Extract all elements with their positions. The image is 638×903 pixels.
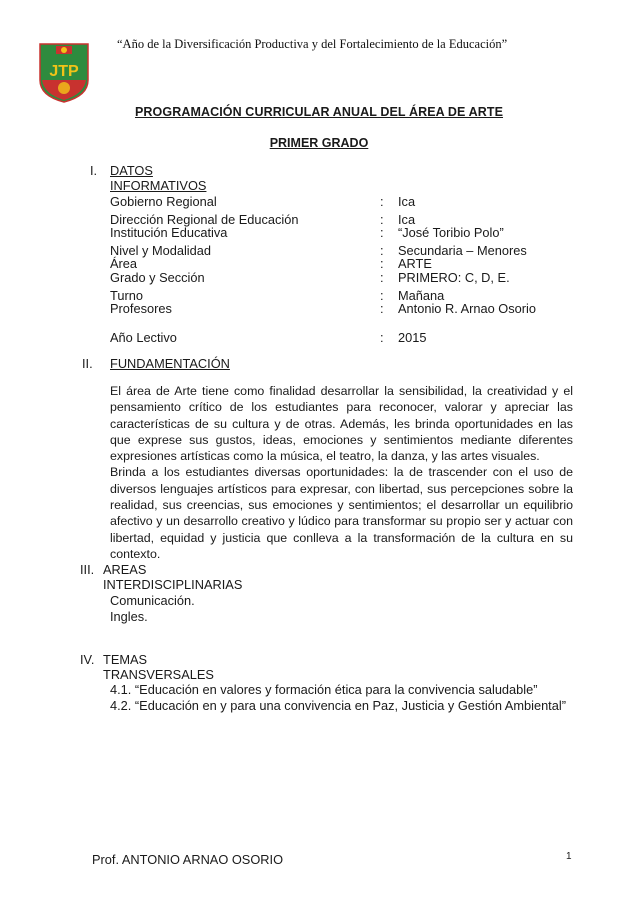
datos-row xyxy=(110,270,590,286)
datos-row xyxy=(110,194,590,210)
datos-value: Secundaria – Menores xyxy=(398,243,527,258)
section-label: TEMAS TRANSVERSALES xyxy=(103,652,214,682)
area-item: Ingles. xyxy=(110,609,148,624)
datos-key: Nivel y Modalidad xyxy=(110,243,212,258)
page-number: 1 xyxy=(566,851,572,862)
datos-key: Grado y Sección xyxy=(110,270,205,285)
area-item: Comunicación. xyxy=(110,593,195,608)
section-label: FUNDAMENTACIÓN xyxy=(110,356,230,371)
datos-key: Año Lectivo xyxy=(110,330,177,345)
datos-sep: : xyxy=(380,301,384,316)
fundamentacion-text xyxy=(110,383,573,562)
datos-sep: : xyxy=(380,288,384,303)
datos-row xyxy=(110,225,590,241)
datos-key: Dirección Regional de Educación xyxy=(110,212,299,227)
section-number: I. xyxy=(90,163,98,178)
document-title: PROGRAMACIÓN CURRICULAR ANUAL DEL ÁREA DE ARTE xyxy=(134,105,504,119)
fundamentacion-paragraph: El área de Arte tiene como finalidad desarrollar la sensibilidad, la creatividad y el pensamiento crítico de los estudiantes para reconocer, valorar y apreciar las características de su cultura y de otras. Además, les brinda oportunidades en las que exprese sus gustos, ideas, emociones y sentimientos mediante diferentes expresiones artísticas como la música, el teatro, la danza, y las artes visuales. xyxy=(110,384,573,464)
datos-key: Gobierno Regional xyxy=(110,194,217,209)
datos-key: Institución Educativa xyxy=(110,225,228,240)
datos-key: Área xyxy=(110,256,138,271)
datos-row xyxy=(110,301,590,317)
school-logo xyxy=(36,40,92,104)
datos-value: Antonio R. Arnao Osorio xyxy=(398,301,536,316)
datos-value: Ica xyxy=(398,212,416,227)
datos-sep: : xyxy=(380,270,384,285)
datos-sep: : xyxy=(380,212,384,227)
section-label: AREAS INTERDISCIPLINARIAS xyxy=(103,562,243,592)
datos-value: 2015 xyxy=(398,330,427,345)
section-number: II. xyxy=(82,356,93,371)
datos-sep: : xyxy=(380,256,384,271)
datos-value: PRIMERO: C, D, E. xyxy=(398,270,510,285)
datos-value: Mañana xyxy=(398,288,445,303)
datos-value: ARTE xyxy=(398,256,432,271)
document-subtitle: PRIMER GRADO xyxy=(269,136,369,150)
document-header-motto: “Año de la Diversificación Productiva y del Fortalecimiento de la Educación” xyxy=(117,37,508,51)
datos-sep: : xyxy=(380,330,384,345)
datos-key: Profesores xyxy=(110,301,172,316)
datos-value: “José Toribio Polo” xyxy=(398,225,504,240)
datos-sep: : xyxy=(380,194,384,209)
datos-sep: : xyxy=(380,225,384,240)
datos-key: Turno xyxy=(110,288,143,303)
logo-lettering: JTP xyxy=(49,63,79,80)
section-label: DATOS INFORMATIVOS xyxy=(110,163,207,193)
datos-sep: : xyxy=(380,243,384,258)
datos-row xyxy=(110,330,590,346)
section-number: IV. xyxy=(80,652,95,667)
tema-item: 4.2. “Educación en y para una convivencia en Paz, Justicia y Gestión Ambiental” xyxy=(110,698,566,713)
footer-author: Prof. ANTONIO ARNAO OSORIO xyxy=(92,852,284,867)
section-number: III. xyxy=(80,562,95,577)
fundamentacion-paragraph: Brinda a los estudiantes diversas oportunidades: la de trascender con el uso de diversos lenguajes artísticos para expresar, con libertad, sus percepciones sobre la realidad, sus creencias, sus emociones y sentimientos; el desarrollar un equilibrio afectivo y un desarrollo creativo y lúdico para transformar su propio ser y actuar con libertad, equidad y justicia que conlleva a la transformación de la cultura en su contexto. xyxy=(110,465,573,561)
tema-item: 4.1. “Educación en valores y formación ética para la convivencia saludable” xyxy=(110,682,538,697)
datos-value: Ica xyxy=(398,194,416,209)
